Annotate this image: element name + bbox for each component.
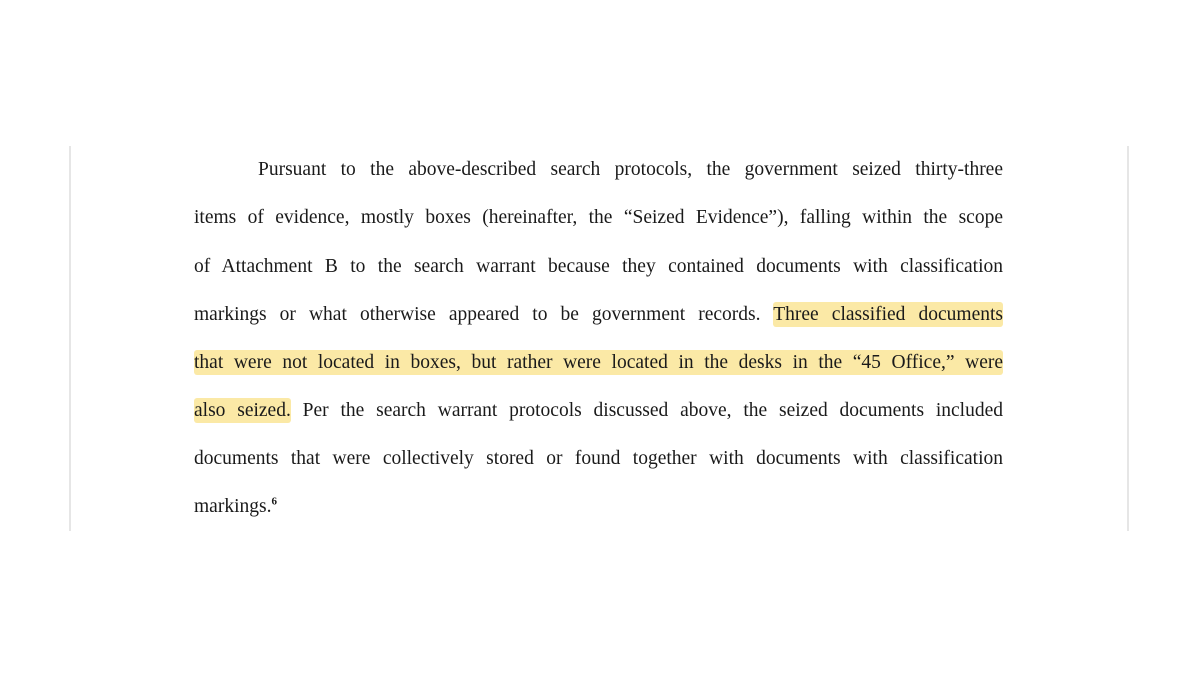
paragraph-line-5 <box>194 348 1003 378</box>
footnote-marker[interactable]: 6 <box>271 495 277 508</box>
left-margin-rule <box>69 146 71 531</box>
right-margin-rule <box>1127 146 1129 531</box>
paragraph-line-2: items of evidence, mostly boxes (hereinafter, the “Seized Evidence”), falling within the scope <box>194 207 1003 228</box>
highlighted-text: Three classified documents <box>773 304 1003 325</box>
highlighted-text: also seized. <box>194 400 291 421</box>
paragraph-line-8: markings.$^6$ <box>194 495 277 517</box>
highlighted-text: that were not located in boxes, but rather were located in the desks in the “45 Office,” were <box>194 352 1003 373</box>
paragraph-line-7: documents that were collectively stored or found together with documents with classification <box>194 448 1003 469</box>
paragraph-line-4: markings or what otherwise appeared to be government records. Three classified documents <box>194 304 1003 325</box>
paragraph-line-3: of Attachment B to the search warrant because they contained documents with classification <box>194 256 1003 277</box>
paragraph-line-6: also seized. Per the search warrant protocols discussed above, the seized documents included <box>194 400 1004 421</box>
paragraph-line-1: Pursuant to the above-described search protocols, the government seized thirty-three <box>258 159 1003 180</box>
